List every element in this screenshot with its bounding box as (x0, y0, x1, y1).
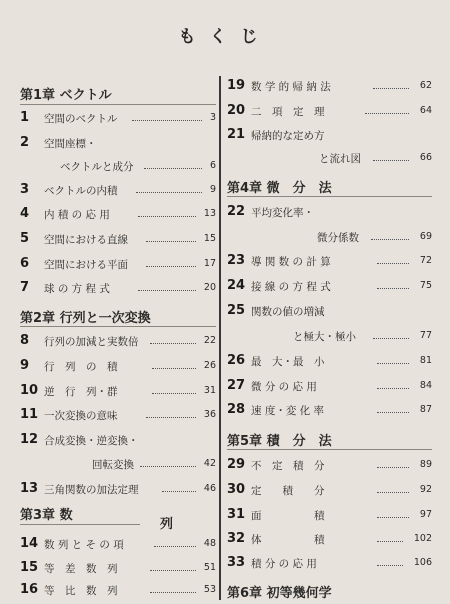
page-number: 6 (209, 160, 216, 171)
page-number: 106 (413, 557, 432, 568)
page-number: 51 (203, 562, 216, 573)
section-title: 数 列 と そ の 項 (44, 539, 124, 551)
section-title: 球 の 方 程 式 (44, 283, 110, 295)
toc-entry[interactable] (20, 481, 216, 503)
toc-entry[interactable] (20, 135, 216, 157)
page-number: 77 (419, 330, 432, 341)
section-number: 1 (20, 110, 30, 125)
toc-entry[interactable] (227, 278, 432, 300)
page-number: 20 (203, 282, 216, 293)
page-number: 48 (203, 538, 216, 549)
leader-dots (377, 565, 403, 566)
section-number: 24 (227, 278, 246, 293)
section-number: 28 (227, 402, 246, 417)
page-number: 62 (419, 80, 432, 91)
section-number: 10 (20, 383, 39, 398)
chapter-heading: 第6章 初等幾何学 (227, 586, 332, 601)
chapter-heading: 第3章 数 (20, 508, 73, 523)
section-title: ベクトルの内積 (44, 185, 118, 197)
toc-entry[interactable] (20, 333, 216, 355)
section-number: 6 (20, 256, 30, 271)
section-title: 等 差 数 列 (44, 563, 118, 575)
leader-dots (144, 168, 202, 169)
leader-dots (140, 466, 196, 467)
section-title: 面 積 (251, 510, 325, 522)
leader-dots (377, 363, 409, 364)
section-number: 7 (20, 280, 30, 295)
page-number: 36 (203, 409, 216, 420)
section-title: 数 学 的 帰 納 法 (251, 81, 331, 93)
page-number: 13 (203, 208, 216, 219)
page-number: 53 (203, 584, 216, 595)
toc-entry[interactable] (227, 378, 432, 400)
section-number: 21 (227, 127, 246, 142)
page-number: 17 (203, 258, 216, 269)
page-number: 66 (419, 152, 432, 163)
chapter-heading-continued: 列 (160, 517, 174, 532)
page-number: 75 (419, 280, 432, 291)
section-title: 逆 行 列・群 (44, 386, 118, 398)
section-number: 19 (227, 78, 246, 93)
section-title-continued: 回転変換 (92, 459, 134, 471)
section-number: 31 (227, 507, 246, 522)
toc-entry[interactable] (20, 407, 216, 429)
page-number: 26 (203, 360, 216, 371)
section-title: 合成変換・逆変換・ (44, 435, 139, 447)
leader-dots (150, 343, 196, 344)
toc-entry[interactable] (20, 206, 216, 228)
leader-dots (150, 592, 196, 593)
leader-dots (146, 266, 196, 267)
section-title: 不 定 積 分 (251, 460, 325, 472)
leader-dots (150, 570, 196, 571)
section-title: 平均変化率・ (251, 207, 314, 219)
leader-dots (162, 491, 196, 492)
page-number: 31 (203, 385, 216, 396)
toc-entry[interactable] (227, 402, 432, 424)
section-number: 5 (20, 231, 30, 246)
section-title-continued: 微分係数 (317, 232, 359, 244)
leader-dots (377, 467, 409, 468)
toc-entry[interactable] (20, 432, 216, 454)
leader-dots (154, 546, 196, 547)
leader-dots (365, 113, 409, 114)
page-number: 46 (203, 483, 216, 494)
leader-dots (371, 239, 409, 240)
chapter-heading: 第4章 微 分 法 (227, 181, 332, 196)
toc-entry[interactable] (20, 383, 216, 405)
section-title: 行列の加減と実数倍 (44, 336, 139, 348)
leader-dots (377, 541, 403, 542)
section-title: 微 分 の 応 用 (251, 381, 317, 393)
section-title: 一次変換の意味 (44, 410, 118, 422)
section-title: 行 列 の 積 (44, 361, 118, 373)
toc-entry[interactable] (20, 536, 216, 558)
section-number: 13 (20, 481, 39, 496)
section-number: 32 (227, 531, 246, 546)
section-title: 定 積 分 (251, 485, 325, 497)
section-number: 11 (20, 407, 39, 422)
section-title-continued: と極大・極小 (293, 331, 356, 343)
page-number: 22 (203, 335, 216, 346)
chapter-rule (20, 104, 216, 105)
page-number: 84 (419, 380, 432, 391)
toc-entry-continued[interactable] (227, 328, 432, 350)
section-number: 12 (20, 432, 39, 447)
chapter-heading: 第1章 ベクトル (20, 88, 112, 103)
section-number: 4 (20, 206, 30, 221)
leader-dots (138, 216, 196, 217)
page-number: 97 (419, 509, 432, 520)
section-number: 26 (227, 353, 246, 368)
page-number: 72 (419, 255, 432, 266)
leader-dots (136, 192, 202, 193)
section-title: 体 積 (251, 534, 325, 546)
toc-entry-continued[interactable] (20, 158, 216, 180)
toc-entry[interactable] (20, 231, 216, 253)
section-title: 二 項 定 理 (251, 106, 325, 118)
section-title-continued: ベクトルと成分 (60, 161, 134, 173)
toc-entry[interactable] (227, 353, 432, 375)
section-title: 空間における平面 (44, 259, 128, 271)
leader-dots (377, 517, 409, 518)
section-number: 20 (227, 103, 246, 118)
toc-entry-continued[interactable] (227, 229, 432, 251)
toc-entry[interactable] (227, 127, 432, 149)
page-number: 3 (209, 112, 216, 123)
page-number: 92 (419, 484, 432, 495)
section-number: 15 (20, 560, 39, 575)
section-number: 16 (20, 582, 39, 597)
section-number: 2 (20, 135, 30, 150)
chapter-heading: 第5章 積 分 法 (227, 434, 332, 449)
toc-entry[interactable] (227, 303, 432, 325)
chapter-rule (227, 449, 432, 450)
section-number: 8 (20, 333, 30, 348)
chapter-rule (20, 326, 216, 327)
section-number: 30 (227, 482, 246, 497)
toc-entry-continued[interactable] (227, 150, 432, 172)
section-title: 最 大・最 小 (251, 356, 325, 368)
section-number: 9 (20, 358, 30, 373)
section-title: 空間における直線 (44, 234, 128, 246)
leader-dots (373, 88, 409, 89)
leader-dots (377, 263, 409, 264)
section-number: 14 (20, 536, 39, 551)
page-number: 89 (419, 459, 432, 470)
section-title: 接 線 の 方 程 式 (251, 281, 331, 293)
leader-dots (138, 290, 196, 291)
section-number: 29 (227, 457, 246, 472)
section-title: 帰納的な定め方 (251, 130, 325, 142)
toc-entry[interactable] (20, 110, 216, 132)
chapter-rule (227, 196, 432, 197)
section-title: 等 比 数 列 (44, 585, 118, 597)
section-title: 三角関数の加法定理 (44, 484, 139, 496)
section-number: 23 (227, 253, 246, 268)
chapter-heading: 第2章 行列と一次変換 (20, 311, 151, 326)
section-title-continued: と流れ図 (319, 153, 361, 165)
toc-entry[interactable] (227, 555, 432, 577)
section-title: 空間のベクトル (44, 113, 118, 125)
leader-dots (377, 288, 409, 289)
page-number: 102 (413, 533, 432, 544)
section-number: 3 (20, 182, 30, 197)
page-title: もくじ (178, 27, 272, 47)
page-number: 42 (203, 458, 216, 469)
toc-entry[interactable] (20, 182, 216, 204)
toc-entry[interactable] (20, 582, 216, 604)
page-number: 81 (419, 355, 432, 366)
column-divider (219, 76, 221, 600)
toc-entry[interactable] (20, 358, 216, 380)
toc-entry[interactable] (227, 204, 432, 226)
section-title: 内 積 の 応 用 (44, 209, 110, 221)
leader-dots (146, 241, 196, 242)
page-number: 69 (419, 231, 432, 242)
section-number: 25 (227, 303, 246, 318)
leader-dots (373, 338, 409, 339)
toc-entry[interactable] (20, 256, 216, 278)
leader-dots (377, 492, 409, 493)
toc-entry[interactable] (227, 103, 432, 125)
section-title: 積 分 の 応 用 (251, 558, 317, 570)
leader-dots (377, 412, 409, 413)
section-title: 速 度・変 化 率 (251, 405, 325, 417)
leader-dots (132, 120, 202, 121)
leader-dots (152, 393, 196, 394)
leader-dots (373, 160, 409, 161)
leader-dots (146, 417, 196, 418)
section-number: 27 (227, 378, 246, 393)
toc-entry[interactable] (227, 531, 432, 553)
toc-entry[interactable] (227, 507, 432, 529)
page-number: 9 (209, 184, 216, 195)
leader-dots (152, 368, 196, 369)
section-title: 関数の値の増減 (251, 306, 325, 318)
toc-entry[interactable] (227, 482, 432, 504)
toc-entry[interactable] (20, 280, 216, 302)
section-number: 22 (227, 204, 246, 219)
toc-entry[interactable] (20, 560, 216, 582)
page-number: 15 (203, 233, 216, 244)
toc-entry[interactable] (227, 78, 432, 100)
chapter-rule (20, 524, 140, 525)
toc-entry-continued[interactable] (20, 456, 216, 478)
toc-entry[interactable] (227, 457, 432, 479)
section-title: 導 関 数 の 計 算 (251, 256, 331, 268)
leader-dots (377, 388, 409, 389)
toc-entry[interactable] (227, 253, 432, 275)
page-number: 87 (419, 404, 432, 415)
section-title: 空間座標・ (44, 138, 97, 150)
section-number: 33 (227, 555, 246, 570)
page-number: 64 (419, 105, 432, 116)
